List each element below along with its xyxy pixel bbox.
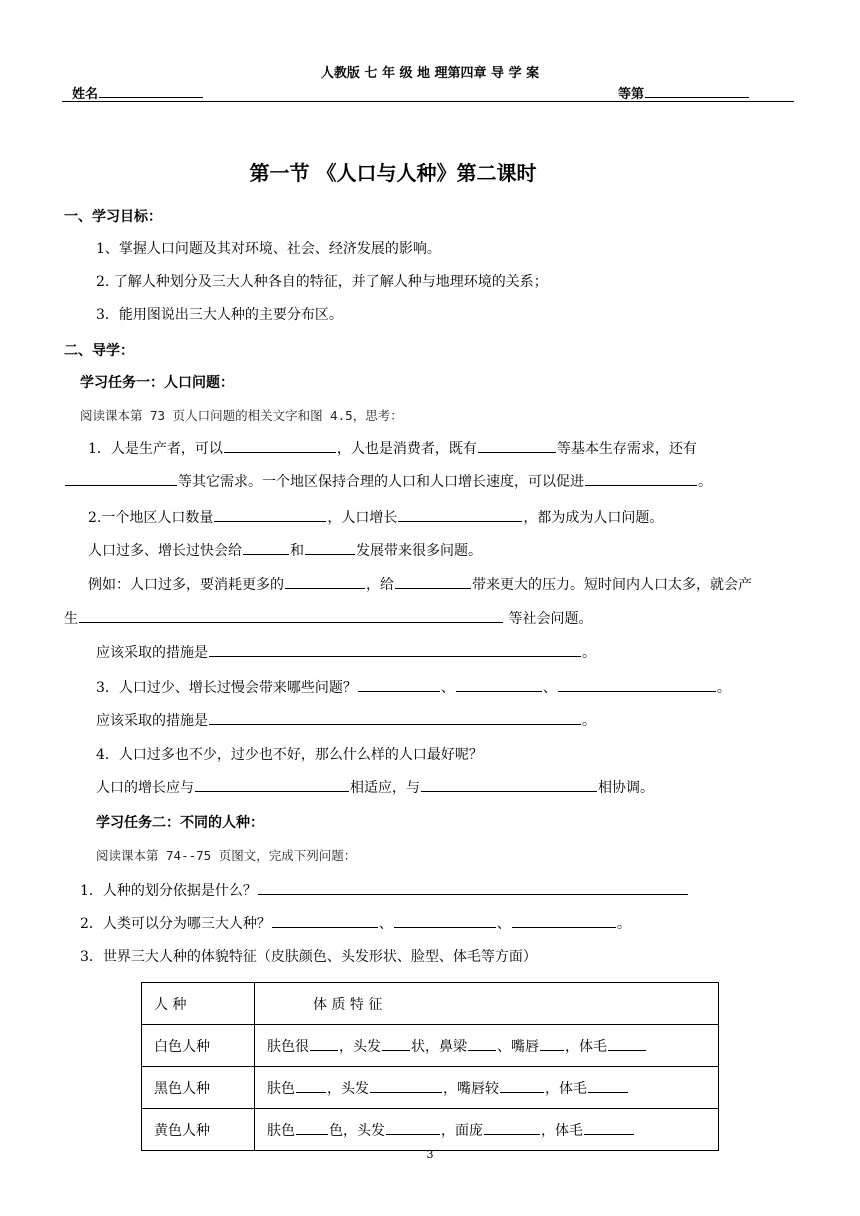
answer-blank[interactable] (584, 1133, 634, 1135)
name-label: 姓名 (72, 87, 99, 102)
task1-heading: 学习任务一：人口问题： (80, 375, 234, 391)
task1-q2-line2: 人口过多、增长过快会给 和 发展带来很多问题。 (88, 543, 482, 559)
task1-reading: 阅读课本第 73 页人口问题的相关文字和图 4.5，思考： (80, 408, 403, 423)
answer-blank[interactable] (394, 926, 496, 928)
name-field[interactable] (72, 83, 204, 102)
answer-blank[interactable] (421, 790, 597, 792)
task2-heading: 学习任务二：不同的人种： (96, 815, 264, 831)
answer-blank[interactable] (588, 1091, 628, 1093)
feature-cell: 肤色很 ，头发 状，鼻梁 、嘴唇 ，体毛 (255, 1025, 719, 1067)
page-title: 第一节 《人口与人种》第二课时 (249, 161, 537, 185)
answer-blank[interactable] (258, 893, 688, 895)
answer-blank[interactable] (500, 1091, 544, 1093)
answer-blank[interactable] (209, 723, 581, 725)
answer-blank[interactable] (540, 1049, 564, 1051)
table-header-cell: 体 质 特 征 (255, 983, 719, 1025)
answer-blank[interactable] (214, 520, 326, 522)
answer-blank[interactable] (285, 587, 365, 589)
answer-blank[interactable] (243, 553, 289, 555)
grade-label: 等第 (618, 87, 645, 102)
feature-cell: 肤色 ，头发 ，嘴唇较 ，体毛 (255, 1067, 719, 1109)
answer-blank[interactable] (398, 520, 522, 522)
race-cell: 黄色人种 (142, 1109, 255, 1151)
answer-blank[interactable] (296, 1133, 328, 1135)
feature-cell: 肤色 色，头发 ，面庞 ，体毛 (255, 1109, 719, 1151)
answer-blank[interactable] (484, 1133, 540, 1135)
goal-item: 2. 了解人种划分及三大人种各自的特征，并了解人种与地理环境的关系； (96, 274, 548, 290)
answer-blank[interactable] (468, 1049, 496, 1051)
guide-heading: 二、导学： (64, 343, 134, 359)
answer-blank[interactable] (195, 790, 349, 792)
goal-item: 1、掌握人口问题及其对环境、社会、经济发展的影响。 (96, 241, 441, 257)
task1-q1-line1: 1．人是生产者，可以 ，人也是消费者，既有 等基本生存需求，还有 (88, 441, 697, 457)
answer-blank[interactable] (296, 1091, 326, 1093)
answer-blank[interactable] (512, 926, 616, 928)
task1-example-line2: 生 等社会问题。 (64, 611, 593, 627)
goal-item: 3．能用图说出三大人种的主要分布区。 (96, 307, 343, 323)
task2-q2: 2．人类可以分为哪三大人种？ 、 、 。 (80, 916, 631, 932)
answer-blank[interactable] (65, 484, 177, 486)
race-features-table (141, 982, 719, 1151)
task2-reading: 阅读课本第 74--75 页图文，完成下列问题： (96, 848, 357, 863)
header-title: 人教版 七 年 级 地 理第四章 导 学 案 (320, 66, 540, 81)
answer-blank[interactable] (386, 1133, 440, 1135)
task2-q1: 1．人种的划分依据是什么？ (80, 880, 689, 900)
answer-blank[interactable] (358, 690, 440, 692)
answer-blank[interactable] (395, 587, 471, 589)
page-number: 3 (426, 1148, 434, 1161)
task1-example-line1: 例如：人口过多，要消耗更多的 ，给 带来更大的压力。短时间内人口太多，就会产 (88, 577, 752, 593)
task1-measure-2: 应该采取的措施是 。 (96, 713, 596, 729)
answer-blank[interactable] (310, 1049, 338, 1051)
table-row (142, 1109, 719, 1151)
answer-blank[interactable] (608, 1049, 646, 1051)
answer-blank[interactable] (79, 621, 503, 623)
answer-blank[interactable] (209, 655, 581, 657)
task1-q3: 3．人口过少、增长过慢会带来哪些问题？ 、 、 。 (96, 680, 731, 696)
answer-blank[interactable] (305, 553, 355, 555)
task1-measure-1: 应该采取的措施是 。 (96, 645, 596, 661)
answer-blank[interactable] (272, 926, 378, 928)
task2-q3: 3．世界三大人种的体貌特征（皮肤颜色、头发形状、脸型、体毛等方面） (80, 949, 537, 965)
task1-q4-answer: 人口的增长应与 相适应，与 相协调。 (96, 780, 654, 796)
race-cell: 黑色人种 (142, 1067, 255, 1109)
grade-field[interactable] (618, 83, 750, 102)
answer-blank[interactable] (585, 484, 697, 486)
task1-q1-line2: 等其它需求。一个地区保持合理的人口和人口增长速度，可以促进 。 (64, 471, 712, 491)
race-cell: 白色人种 (142, 1025, 255, 1067)
answer-blank[interactable] (478, 451, 556, 453)
answer-blank[interactable] (382, 1049, 410, 1051)
table-header-cell: 人 种 (142, 983, 255, 1025)
task1-q4: 4．人口过多也不少，过少也不好，那么什么样的人口最好呢？ (96, 747, 483, 763)
answer-blank[interactable] (224, 451, 336, 453)
answer-blank[interactable] (456, 690, 542, 692)
table-row (142, 1025, 719, 1067)
header-rule (62, 101, 794, 102)
goals-heading: 一、学习目标： (64, 209, 162, 225)
answer-blank[interactable] (558, 690, 716, 692)
task1-q2-line1: 2.一个地区人口数量 ，人口增长 ，都为成为人口问题。 (88, 510, 664, 526)
answer-blank[interactable] (370, 1091, 442, 1093)
table-header-row (142, 983, 719, 1025)
table-row (142, 1067, 719, 1109)
